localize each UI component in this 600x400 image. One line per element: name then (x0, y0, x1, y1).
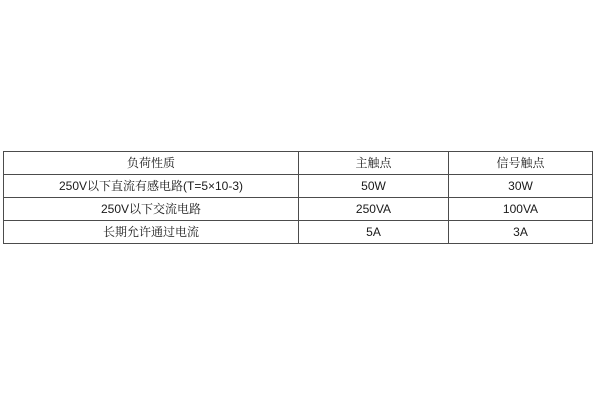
table-cell-load-nature: 250V以下交流电路 (4, 198, 299, 221)
header-cell-main-contact: 主触点 (299, 152, 449, 175)
table-cell-load-nature: 长期允许通过电流 (4, 221, 299, 244)
load-spec-table (3, 151, 593, 244)
table-row (4, 221, 593, 244)
table-cell-signal-contact: 3A (449, 221, 593, 244)
table-cell-main-contact: 50W (299, 175, 449, 198)
table-row (4, 198, 593, 221)
table-cell-main-contact: 250VA (299, 198, 449, 221)
table-cell-signal-contact: 100VA (449, 198, 593, 221)
header-cell-load-nature: 负荷性质 (4, 152, 299, 175)
table-row (4, 175, 593, 198)
header-cell-signal-contact: 信号触点 (449, 152, 593, 175)
table-cell-signal-contact: 30W (449, 175, 593, 198)
table-header-row (4, 152, 593, 175)
table-cell-main-contact: 5A (299, 221, 449, 244)
table-cell-load-nature: 250V以下直流有感电路(T=5×10-3) (4, 175, 299, 198)
